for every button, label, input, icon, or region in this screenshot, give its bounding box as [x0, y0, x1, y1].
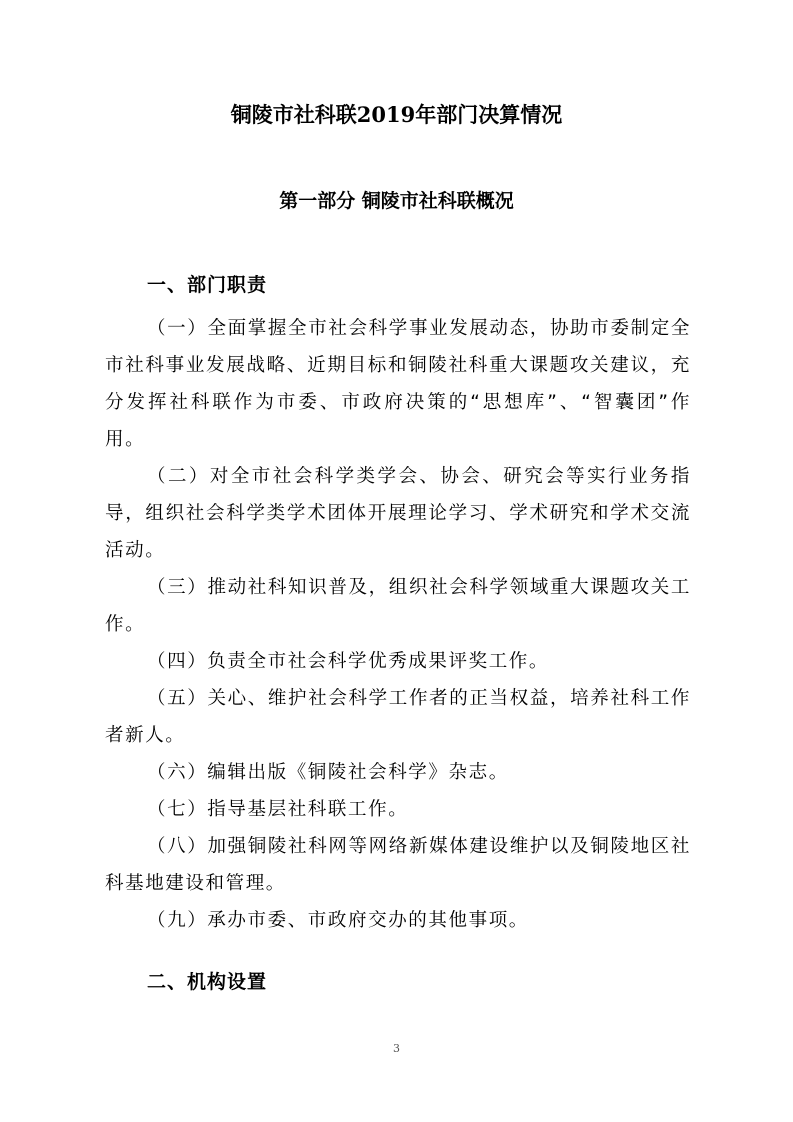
duties-body — [105, 310, 691, 939]
document-title: 铜陵市社科联2019年部门决算情况 — [230, 102, 563, 127]
section-heading-duties: 一、部门职责 — [147, 274, 268, 296]
duty-paragraph-4: （四）负责全市社会科学优秀成果评奖工作。 — [147, 651, 550, 672]
duty-paragraph-9: （九）承办市委、市政府交办的其他事项。 — [147, 910, 529, 931]
duty-paragraph-5: （五）关心、维护社会科学工作者的正当权益，培养社科工作者新人。 — [105, 688, 691, 746]
duty-paragraph-6: （六）编辑出版《铜陵社会科学》杂志。 — [147, 762, 509, 783]
duty-paragraph-7: （七）指导基层社科联工作。 — [147, 799, 409, 820]
section-heading-organization: 二、机构设置 — [147, 971, 268, 993]
page-number: 3 — [393, 1042, 400, 1055]
duty-paragraph-1: （一）全面掌握全市社会科学事业发展动态，协助市委制定全市社科事业发展战略、近期目标和铜陵社科重大课题攻关建议，充分发挥社科联作为市委、市政府决策的“思想库”、“智囊团”作用。 — [105, 318, 691, 450]
part-title: 第一部分 铜陵市社科联概况 — [279, 190, 514, 212]
duty-paragraph-8: （八）加强铜陵社科网等网络新媒体建设维护以及铜陵地区社科基地建设和管理。 — [105, 836, 691, 894]
duty-paragraph-3: （三）推动社科知识普及，组织社会科学领域重大课题攻关工作。 — [105, 577, 691, 635]
duty-paragraph-2: （二）对全市社会科学类学会、协会、研究会等实行业务指导，组织社会科学类学术团体开展理论学习、学术研究和学术交流活动。 — [105, 466, 691, 561]
